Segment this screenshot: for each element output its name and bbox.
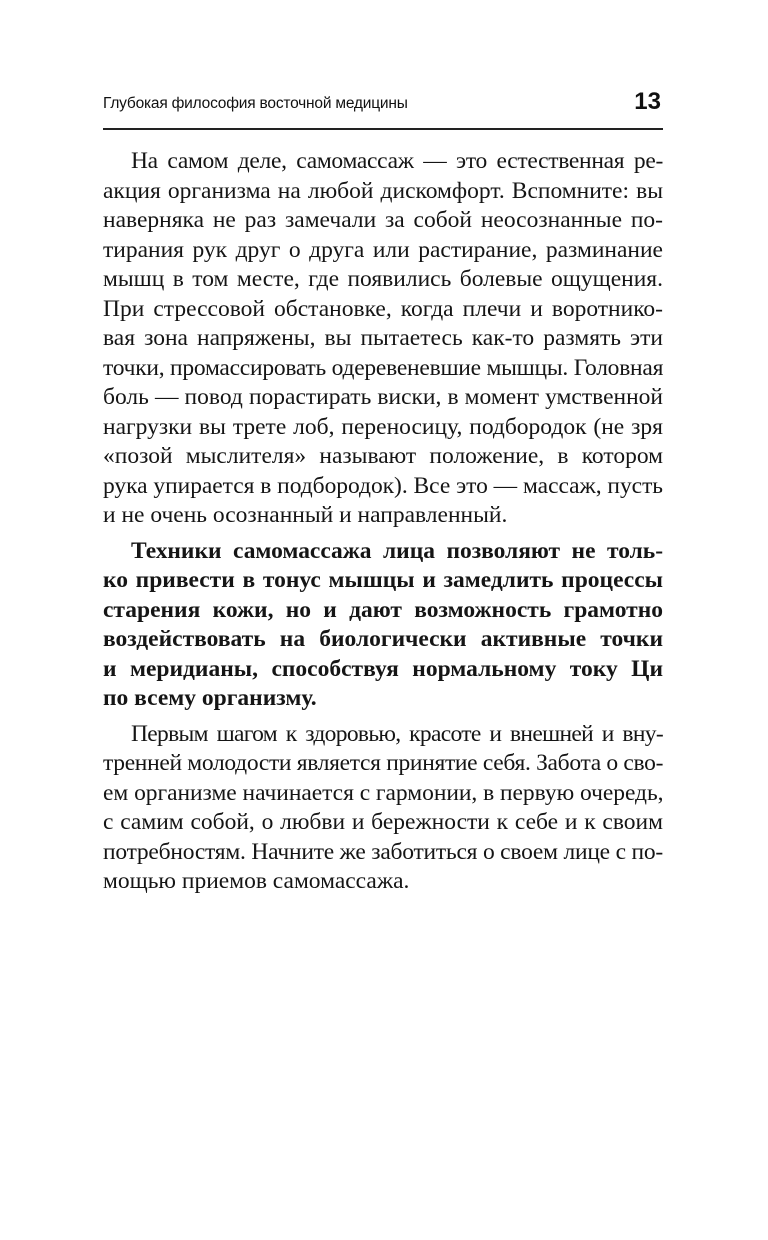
text-line: наверняка не раз замечали за собой неосознанные по- — [103, 207, 663, 233]
text-line: мышц в том месте, где появились болевые ощущения. — [103, 266, 663, 292]
text-line: воздействовать на биологически активные точки — [103, 626, 663, 652]
text-line: Первым шагом к здоровью, красоте и внешней и вну- — [131, 720, 663, 747]
body-text — [103, 147, 663, 897]
text-line: боль — повод порастирать виски, в момент умственной — [103, 384, 663, 410]
text-line: мощью приемов самомассажа. — [103, 868, 410, 894]
paragraph-1 — [103, 147, 663, 531]
text-line: При стрессовой обстановке, когда плечи и воротнико- — [103, 295, 663, 322]
text-line: «позой мыслителя» называют положение, в котором — [103, 443, 663, 469]
text-line: вая зона напряжены, вы пытаетесь как-то размять эти — [103, 325, 663, 351]
text-line: потребностям. Начните же заботиться о своем лице с по- — [103, 838, 663, 865]
text-line: тирания рук друг о друга или растирание, разминание — [103, 236, 663, 263]
text-line: ко привести в тонус мышцы и замедлить процессы — [103, 567, 663, 593]
running-title: Глубокая философия восточной медицины — [103, 95, 408, 112]
paragraph-3 — [103, 720, 663, 897]
text-line: рука упирается в подбородок). Все это — массаж, пусть — [103, 472, 663, 499]
running-header — [103, 88, 663, 130]
text-line: и не очень осознанный и направленный. — [103, 502, 508, 528]
paragraph-2-bold — [103, 537, 663, 714]
page-number: 13 — [634, 88, 661, 115]
text-line: с самим собой, о любви и бережности к себе и к своим — [103, 809, 663, 835]
text-line: и меридианы, способствуя нормальному току Ци — [103, 655, 663, 682]
text-line: тренней молодости является принятие себя. Забота о сво- — [103, 750, 664, 776]
text-line: Техники самомассажа лица позволяют не толь- — [131, 537, 663, 564]
text-line: старения кожи, но и дают возможность грамотно — [103, 596, 663, 623]
text-line: акция организма на любой дискомфорт. Вспомните: вы — [103, 177, 663, 204]
text-line: точки, промассировать одеревеневшие мышцы. Головная — [103, 354, 664, 381]
text-line: ем организме начинается с гармонии, в первую очередь, — [103, 779, 664, 806]
text-line: по всему организму. — [103, 685, 317, 711]
text-line: нагрузки вы трете лоб, переносицу, подбородок (не зря — [103, 413, 663, 440]
text-line: На самом деле, самомассаж — это естественная ре- — [131, 148, 663, 174]
